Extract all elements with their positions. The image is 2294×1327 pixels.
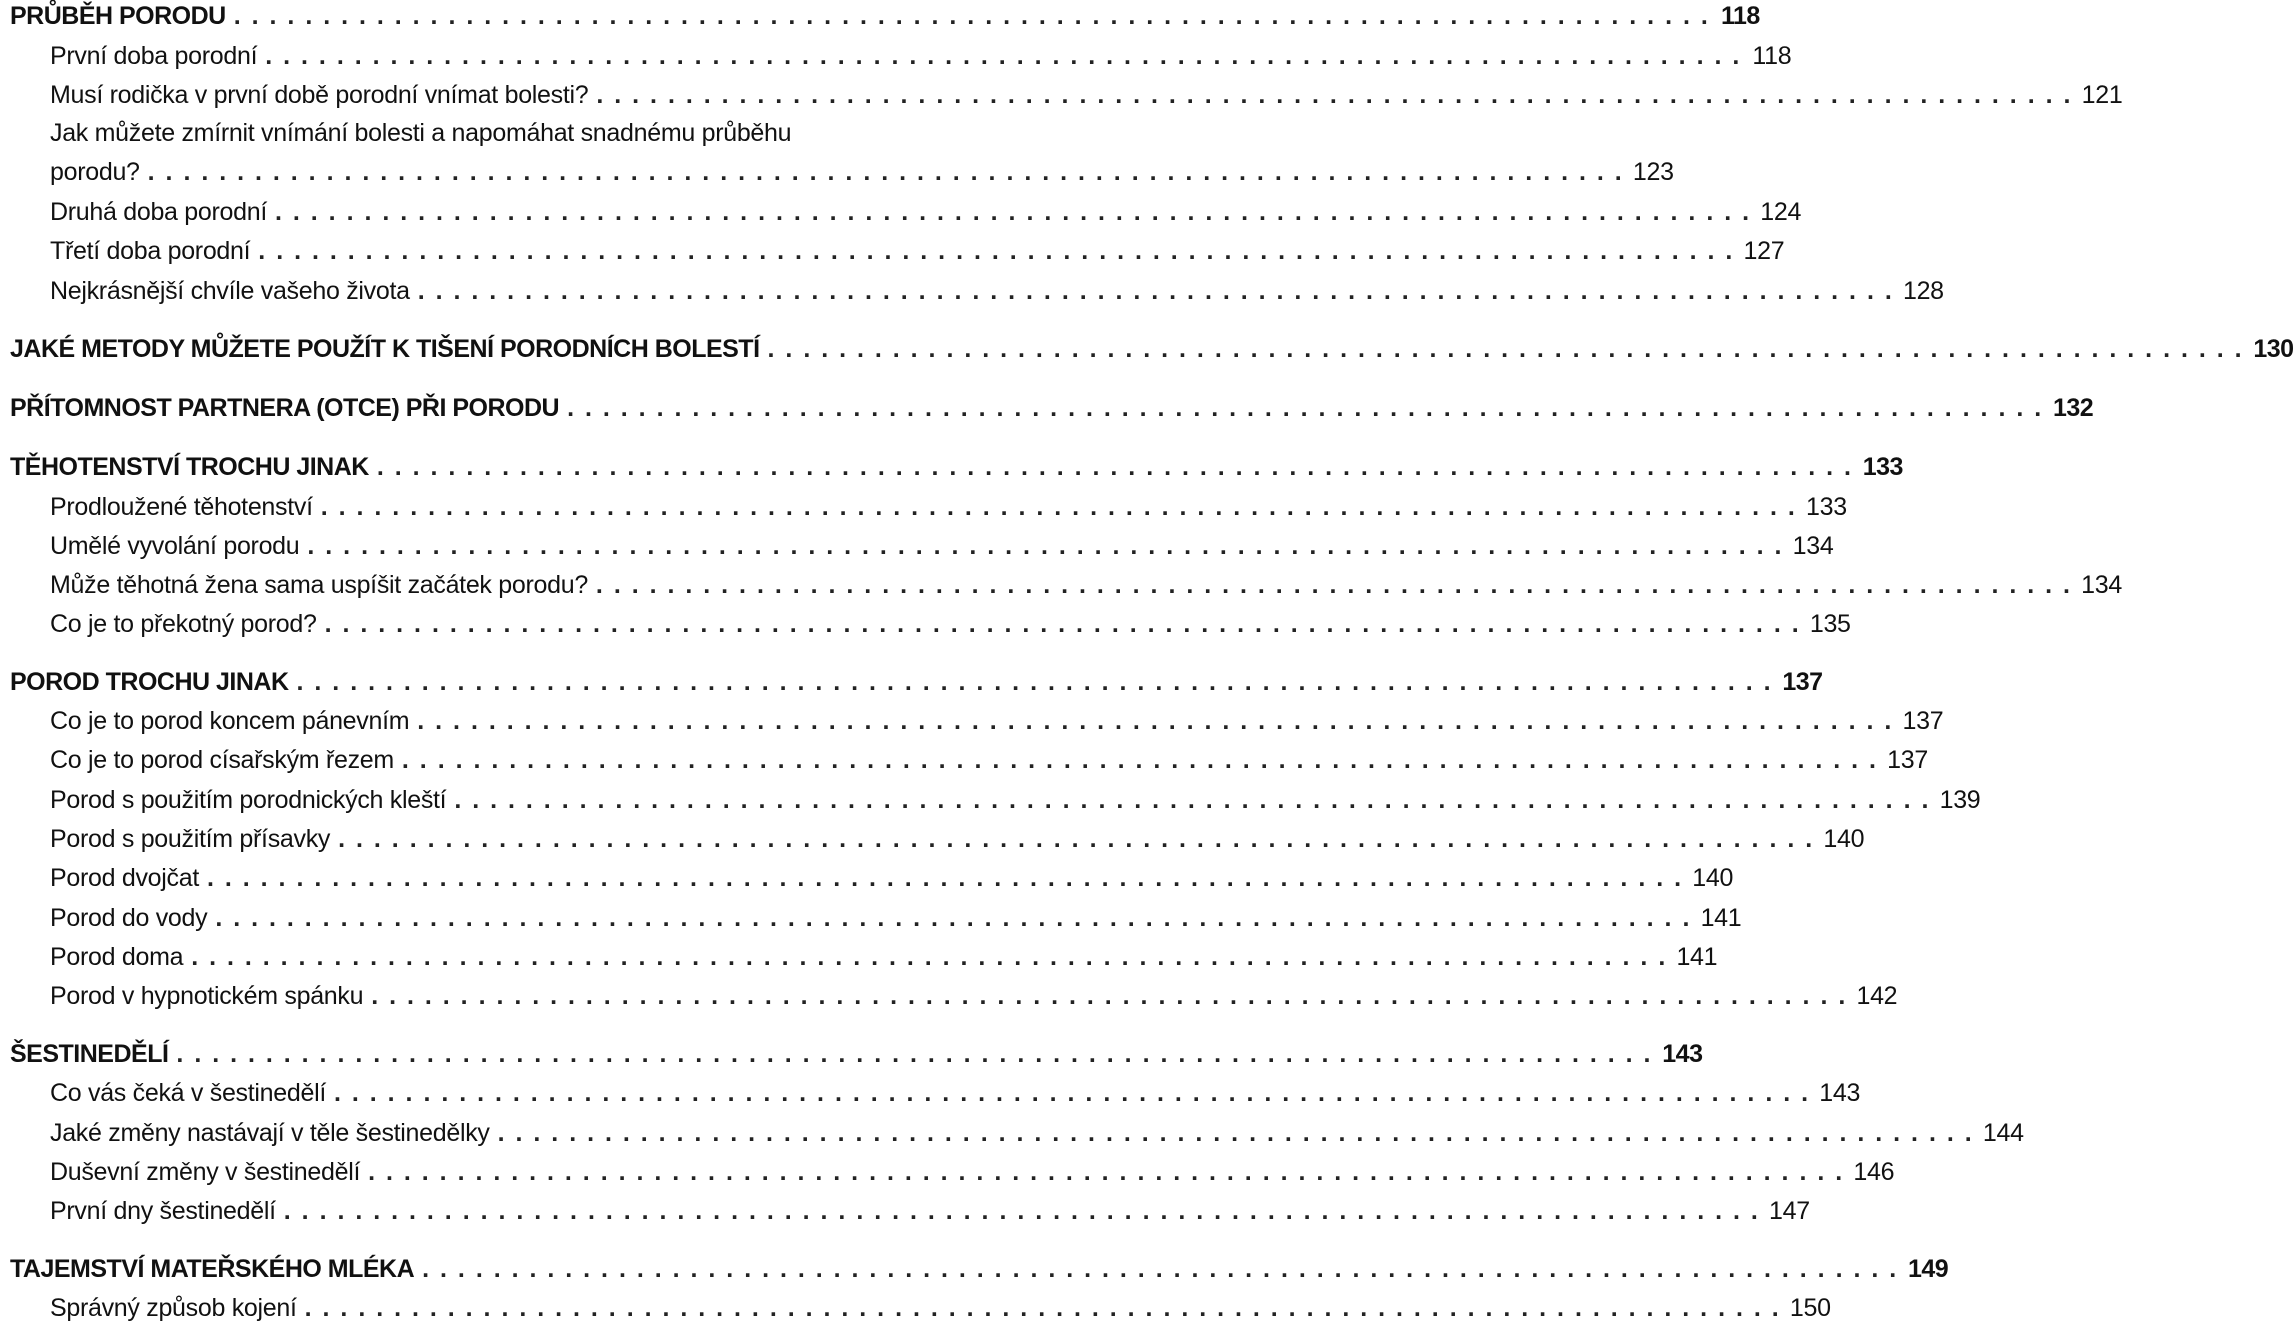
dot-leader <box>422 1255 1898 1284</box>
entry-page: 134 <box>2081 571 2122 599</box>
toc-entry <box>50 943 1718 972</box>
toc-entry <box>50 1119 2024 1148</box>
entry-page: 143 <box>1819 1079 1861 1107</box>
dot-leader <box>402 746 1878 775</box>
entry-title: Jak můžete zmírnit vnímání bolesti a napomáhat snadnému průběhu <box>50 119 792 147</box>
entry-page: 121 <box>2081 81 2123 109</box>
dot-leader <box>454 786 1930 815</box>
toc-entry <box>50 904 1742 933</box>
toc-entry <box>50 746 1928 775</box>
dot-leader <box>284 1197 1760 1226</box>
dot-leader <box>265 42 1741 71</box>
entry-page: 139 <box>1939 786 1981 814</box>
toc-entry <box>50 864 1734 893</box>
entry-title: Duševní změny v šestinedělí <box>50 1158 361 1186</box>
dot-leader <box>338 825 1814 854</box>
entry-page: 140 <box>1823 825 1865 853</box>
toc-entry <box>50 119 948 148</box>
entry-page: 146 <box>1853 1158 1895 1186</box>
toc-entry <box>50 198 1802 227</box>
dot-leader <box>768 335 2244 364</box>
dot-leader <box>334 1079 1810 1108</box>
toc-entry <box>50 1294 1831 1323</box>
entry-title: Musí rodička v první době porodní vnímat bolesti? <box>50 81 589 109</box>
entry-title: Druhá doba porodní <box>50 198 267 226</box>
toc-entry <box>10 668 1823 697</box>
toc-entry <box>50 532 1834 561</box>
toc-entry <box>10 2 1760 31</box>
entry-page: 144 <box>1982 1119 2024 1147</box>
dot-leader <box>297 668 1773 697</box>
dot-leader <box>325 610 1801 639</box>
entry-page: 133 <box>1862 453 1903 481</box>
dot-leader <box>596 571 2072 600</box>
dot-leader <box>148 158 1624 187</box>
entry-title: Porod dvojčat <box>50 864 199 892</box>
dot-leader <box>368 1158 1844 1187</box>
entry-page: 137 <box>1887 746 1928 774</box>
toc-entry <box>50 571 2122 600</box>
dot-leader <box>275 198 1751 227</box>
entry-title: Co je to porod císařským řezem <box>50 746 394 774</box>
dot-leader <box>258 237 1734 266</box>
toc-entry <box>50 277 1944 306</box>
dot-leader <box>418 277 1894 306</box>
entry-page: 132 <box>2052 394 2094 422</box>
toc-entry <box>50 158 1674 187</box>
dot-leader <box>321 493 1797 522</box>
entry-title: Porod v hypnotickém spánku <box>50 982 364 1010</box>
entry-title: Jaké změny nastávají v těle šestinedělky <box>50 1119 490 1147</box>
dot-leader <box>305 1294 1781 1323</box>
dot-leader <box>417 707 1893 736</box>
entry-page: 147 <box>1769 1197 1810 1225</box>
toc-entry <box>50 610 1851 639</box>
entry-title: ŠESTINEDĚLÍ <box>10 1040 169 1068</box>
toc-entry <box>50 237 1785 266</box>
entry-page: 150 <box>1789 1294 1831 1322</box>
toc-entry <box>50 1158 1895 1187</box>
entry-page: 118 <box>1720 2 1760 30</box>
toc-entry <box>50 707 1944 736</box>
toc-entry <box>50 786 1981 815</box>
entry-page: 149 <box>1907 1255 1949 1283</box>
entry-title: První doba porodní <box>50 42 258 70</box>
toc-entry <box>50 493 1847 522</box>
entry-page: 124 <box>1760 198 1802 226</box>
entry-page: 141 <box>1700 904 1742 932</box>
dot-leader <box>234 2 1710 31</box>
entry-title: TAJEMSTVÍ MATEŘSKÉHO MLÉKA <box>10 1255 415 1283</box>
entry-page: 137 <box>1902 707 1944 735</box>
entry-title: Porod doma <box>50 943 184 971</box>
entry-page: 141 <box>1676 943 1718 971</box>
entry-page: 118 <box>1752 42 1792 70</box>
entry-title: PŘÍTOMNOST PARTNERA (OTCE) PŘI PORODU <box>10 394 560 422</box>
dot-leader <box>377 453 1853 482</box>
entry-page: 140 <box>1692 864 1734 892</box>
toc-entry <box>10 1040 1703 1069</box>
entry-title: Nejkrásnější chvíle vašeho života <box>50 277 410 305</box>
toc-entry <box>50 81 2123 110</box>
dot-leader <box>215 904 1691 933</box>
entry-page: 133 <box>1805 493 1847 521</box>
dot-leader <box>191 943 1667 972</box>
entry-title: Co vás čeká v šestinedělí <box>50 1079 326 1107</box>
entry-page: 127 <box>1743 237 1785 265</box>
entry-title: Porod s použitím porodnických kleští <box>50 786 447 814</box>
entry-title: Porod do vody <box>50 904 208 932</box>
dot-leader <box>176 1040 1652 1069</box>
toc-entry <box>50 42 1792 71</box>
entry-title: Prodloužené těhotenství <box>50 493 313 521</box>
entry-page: 123 <box>1632 158 1674 186</box>
entry-title: PRŮBĚH PORODU <box>10 2 226 30</box>
dot-leader <box>596 81 2072 110</box>
entry-title: Co je to porod koncem pánevním <box>50 707 410 735</box>
entry-title: První dny šestinedělí <box>50 1197 276 1225</box>
entry-title: Správný způsob kojení <box>50 1294 297 1322</box>
entry-title: Může těhotná žena sama uspíšit začátek porodu? <box>50 571 588 599</box>
toc-entry <box>10 1255 1949 1284</box>
entry-page: 134 <box>1792 532 1834 560</box>
entry-title: Co je to překotný porod? <box>50 610 317 638</box>
entry-page: 135 <box>1809 610 1851 638</box>
toc-entry <box>50 982 1898 1011</box>
entry-page: 142 <box>1856 982 1898 1010</box>
entry-title: porodu? <box>50 158 140 186</box>
entry-title: Porod s použitím přísavky <box>50 825 331 853</box>
dot-leader <box>207 864 1683 893</box>
entry-title: Umělé vyvolání porodu <box>50 532 300 560</box>
toc-entry <box>10 453 1903 482</box>
entry-page: 137 <box>1782 668 1823 696</box>
dot-leader <box>498 1119 1974 1148</box>
toc-entry <box>50 1079 1861 1108</box>
entry-title: POROD TROCHU JINAK <box>10 668 289 696</box>
dot-leader <box>371 982 1847 1011</box>
toc-entry <box>10 335 2294 364</box>
entry-page: 130 <box>2253 335 2294 363</box>
entry-page: 143 <box>1662 1040 1703 1068</box>
toc-entry <box>50 825 1865 854</box>
entry-title: Třetí doba porodní <box>50 237 251 265</box>
entry-page: 128 <box>1902 277 1944 305</box>
entry-title: JAKÉ METODY MŮŽETE POUŽÍT K TIŠENÍ PORODNÍCH BOLESTÍ <box>10 335 760 363</box>
dot-leader <box>307 532 1783 561</box>
dot-leader <box>567 394 2043 423</box>
entry-title: TĚHOTENSTVÍ TROCHU JINAK <box>10 453 369 481</box>
toc-entry <box>50 1197 1810 1226</box>
toc-entry <box>10 394 2094 423</box>
